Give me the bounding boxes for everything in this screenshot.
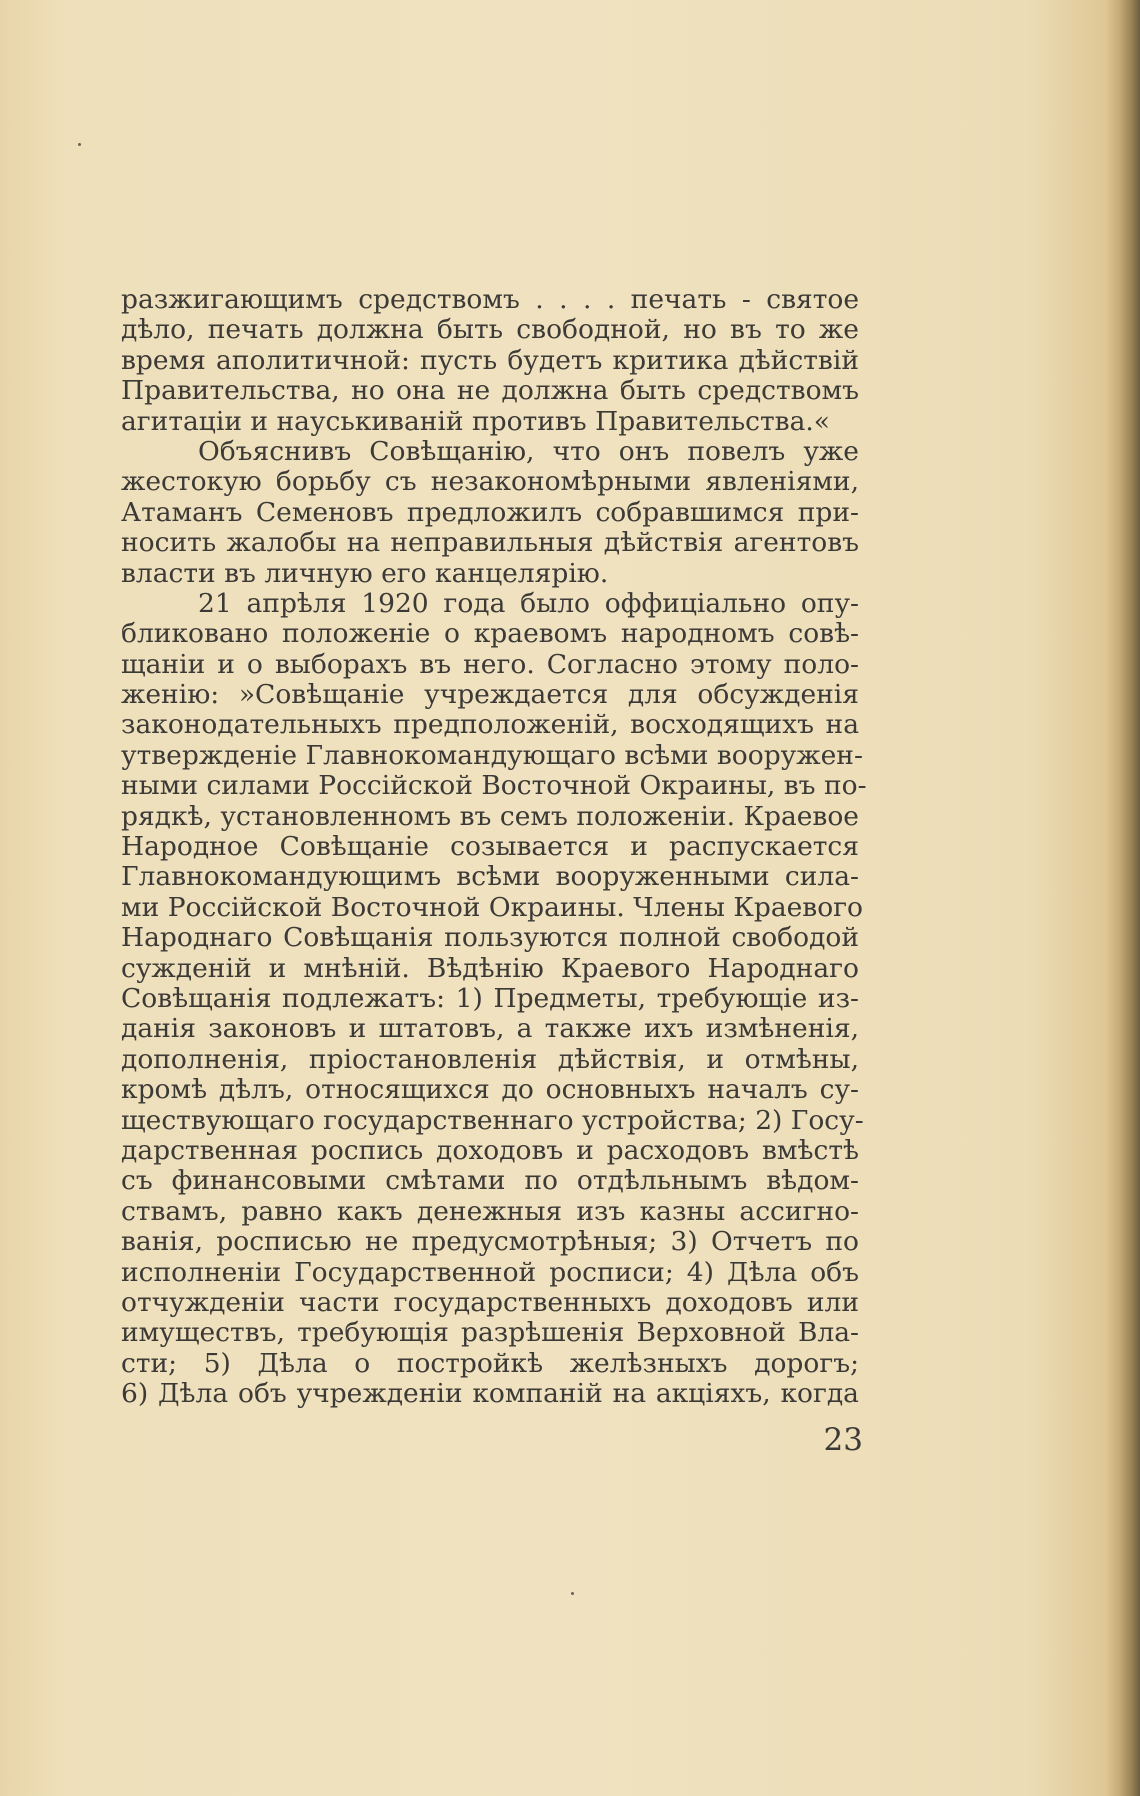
text-line: законодательныхъ предположеній, восходящихъ на	[121, 709, 859, 741]
text-line: сти; 5) Дѣла о постройкѣ желѣзныхъ дорогъ;	[121, 1347, 859, 1379]
paper-speck	[78, 143, 81, 146]
text-line: ными силами Россійской Восточной Окраины, въ по-	[121, 770, 867, 802]
text-line: Совѣщанія подлежатъ: 1) Предметы, требующіе из-	[121, 982, 859, 1014]
text-line: жестокую борьбу съ незакономѣрными явленіями,	[121, 466, 859, 498]
text-line: дарственная роспись доходовъ и расходовъ вмѣстѣ	[121, 1134, 859, 1166]
text-line: носить жалобы на неправильныя дѣйствія агентовъ	[121, 527, 859, 559]
paper-speck	[571, 1592, 574, 1595]
page-number: 23	[823, 1422, 863, 1458]
text-line: утвержденіе Главнокомандующаго всѣми вооружен-	[121, 739, 863, 771]
text-line: Атаманъ Семеновъ предложилъ собравшимся при-	[121, 496, 859, 528]
text-line: Правительства, но она не должна быть средствомъ	[121, 375, 859, 407]
text-line: съ финансовыми смѣтами по отдѣльнымъ вѣдом-	[121, 1165, 859, 1197]
text-line: ванія, росписью не предусмотрѣныя; 3) Отчетъ по	[121, 1226, 859, 1258]
text-line: Главнокомандующимъ всѣми вооруженными сила-	[121, 861, 859, 893]
text-line: власти въ личную его канцелярію.	[121, 557, 609, 589]
text-line: ществующаго государственнаго устройства; 2) Госу-	[121, 1104, 864, 1136]
text-line: Народное Совѣщаніе созывается и распускается	[121, 831, 859, 863]
text-line: отчужденіи части государственныхъ доходовъ или	[121, 1286, 859, 1318]
text-line: время аполитичной: пусть будетъ критика дѣйствій	[121, 344, 859, 376]
text-line: ми Россійской Восточной Окраины. Члены Краевого	[121, 891, 864, 923]
text-line: ствамъ, равно какъ денежныя изъ казны ассигно-	[121, 1195, 859, 1227]
page-edge-shadow	[1106, 0, 1140, 1796]
text-line: дѣло, печать должна быть свободной, но въ то же	[121, 314, 859, 346]
text-line: 21 апрѣля 1920 года было оффиціально опу-	[198, 587, 859, 619]
text-line: данія законовъ и штатовъ, а также ихъ измѣненія,	[121, 1013, 859, 1045]
text-line: женію: »Совѣщаніе учреждается для обсужденія	[121, 679, 859, 711]
text-line: имуществъ, требующія разрѣшенія Верховной Вла-	[121, 1317, 859, 1349]
text-line: исполненіи Государственной росписи; 4) Дѣла объ	[121, 1256, 859, 1288]
text-line: Объяснивъ Совѣщанію, что онъ повелъ уже	[198, 435, 859, 467]
text-line: бликовано положеніе о краевомъ народномъ совѣ-	[121, 618, 859, 650]
text-line: рядкѣ, установленномъ въ семъ положеніи. Краевое	[121, 800, 859, 832]
text-line: кромѣ дѣлъ, относящихся до основныхъ началъ су-	[121, 1074, 859, 1106]
body-text	[121, 284, 867, 1410]
text-line: 6) Дѣла объ учрежденіи компаній на акціяхъ, когда	[121, 1378, 859, 1410]
text-line: щаніи и о выборахъ въ него. Согласно этому поло-	[121, 648, 859, 680]
text-line: агитаціи и науськиваній противъ Правительства.«	[121, 405, 831, 437]
text-line: сужденій и мнѣній. Вѣдѣнію Краевого Народнаго	[121, 952, 859, 984]
text-line: дополненія, пріостановленія дѣйствія, и отмѣны,	[121, 1043, 859, 1075]
text-line: Народнаго Совѣщанія пользуются полной свободой	[121, 922, 859, 954]
text-line: разжигающимъ средствомъ . . . . печать - святое	[121, 284, 859, 315]
